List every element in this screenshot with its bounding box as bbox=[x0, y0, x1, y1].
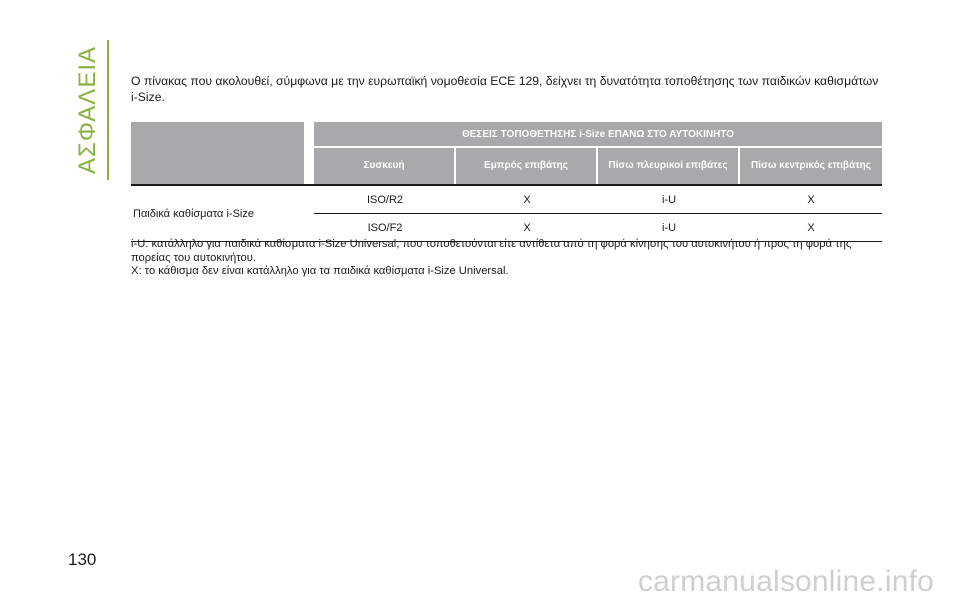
intro-paragraph: Ο πίνακας που ακολουθεί, σύμφωνα με την ευρωπαϊκή νομοθεσία ECE 129, δείχνει τη δυνατότητα τοποθέτησης των παιδικών καθισμάτων i-Size. bbox=[131, 74, 879, 104]
row-label: Παιδικά καθίσματα i-Size bbox=[131, 184, 314, 242]
table-cell: X bbox=[740, 184, 882, 214]
table-notes bbox=[131, 238, 883, 279]
page-number: 130 bbox=[68, 550, 97, 569]
table-header-title: ΘΕΣΕΙΣ ΤΟΠΟΘΕΤΗΣΗΣ i-Size ΕΠΑΝΩ ΣΤΟ ΑΥΤΟΚΙΝΗΤΟ bbox=[314, 122, 882, 148]
column-header-device: Συσκευή bbox=[314, 148, 456, 184]
table-header-blank bbox=[131, 122, 314, 184]
column-header-rear-center-passenger: Πίσω κεντρικός επιβάτης bbox=[740, 148, 882, 184]
note-x: X: το κάθισμα δεν είναι κατάλληλο για τα παιδικά καθίσματα i-Size Universal. bbox=[131, 265, 509, 277]
table-cell: X bbox=[456, 184, 598, 214]
isize-positions-table bbox=[131, 122, 882, 242]
column-header-front-passenger: Εμπρός επιβάτης bbox=[456, 148, 598, 184]
table-cell: X bbox=[740, 214, 882, 242]
note-iu: i-U: κατάλληλο για παιδικά καθίσματα i-Size Universal, που τοποθετούνται είτε αντίθετα από τη φορά κίνησης του αυτοκινήτου ή προς τη φορά της πορείας του αυτοκινήτου. bbox=[131, 238, 852, 264]
table-cell: ISO/F2 bbox=[314, 214, 456, 242]
table-cell: i-U bbox=[598, 214, 740, 242]
section-title bbox=[70, 40, 106, 180]
section-title-text: ΑΣΦΑΛΕΙΑ bbox=[74, 45, 101, 175]
section-divider bbox=[107, 40, 109, 180]
table-cell: ISO/R2 bbox=[314, 184, 456, 214]
table-cell: X bbox=[456, 214, 598, 242]
table-row bbox=[131, 184, 882, 214]
column-header-rear-side-passengers: Πίσω πλευρικοί επιβάτες bbox=[598, 148, 740, 184]
watermark: carmanualsonline.info bbox=[637, 565, 934, 598]
table-cell: i-U bbox=[598, 184, 740, 214]
